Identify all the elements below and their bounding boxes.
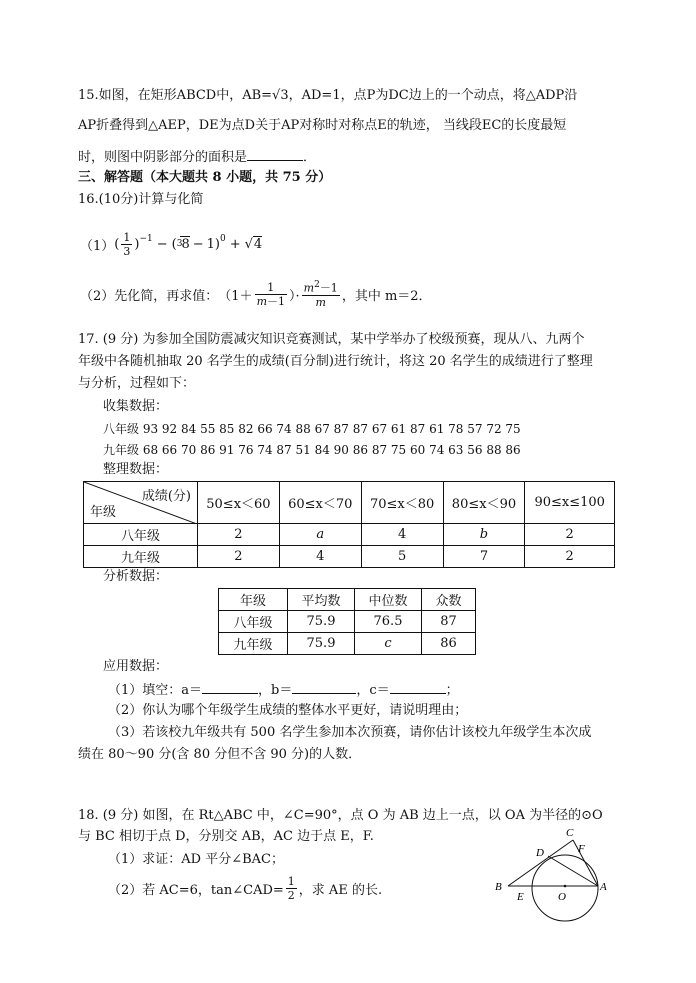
q16-part2 [80,276,432,312]
fraction-denominator: 2 [287,888,295,902]
answer-blank [247,146,303,161]
q17-sub3-line1: （3）若该校九年级共有 500 名学生参加本次预赛，请你估计该校九年级学生本次成 [108,725,592,740]
q18-sub1: （1）求证：AD 平分∠BAC； [108,852,284,867]
section-heading: 三、解答题（本大题共 8 小题，共 75 分） [78,170,332,185]
segment-ca [573,840,598,886]
table-cell: 4 [279,546,361,568]
table-cell: a [279,524,361,546]
table-row [219,611,476,633]
label-c: C [566,827,574,839]
q17-line3: 与分析，过程如下： [78,376,196,391]
table-cell: 86 [422,633,476,655]
q15-line3-end: ． [303,150,317,165]
label-b: B [495,881,502,893]
point-o [564,885,567,888]
q15-line3-text: 时，则图中阴影部分的面积是 [78,150,248,165]
table-header-cell: 60≤x＜70 [279,482,361,524]
row-label: 八年级 [84,524,198,546]
table-corner-cell [84,482,198,524]
answer-blank [202,679,258,694]
table-row [219,633,476,655]
table-cell: 八年级 [219,611,288,633]
table-cell: b [443,524,525,546]
collect-label: 收集数据： [103,399,169,414]
q15-line2: AP折叠得到△AEP，DE为点D关于AP对称时对称点E的轨迹， 当线段EC的长度最短 [78,118,567,133]
table-cell: 76.5 [355,611,422,633]
table-cell: 87 [422,611,476,633]
geometry-figure [490,826,610,922]
table-header-cell: 众数 [422,589,476,611]
q16-part2-tail: ，其中 m＝2． [341,288,432,304]
q17-sub1 [108,679,459,701]
table-cell: 5 [361,546,443,568]
corner-bottom-label: 年级 [90,505,117,520]
q18-line2: 与 BC 相切于点 D，分别交 AB，AC 边于点 E，F. [78,829,374,844]
q17-line1: 17. (9 分) 为参加全国防震减灾知识竞赛测试，某中学举办了校级预赛，现从八、九两个 [78,332,585,347]
table-cell: c [355,633,422,655]
table-header-cell: 平均数 [288,589,355,611]
table-cell: 75.9 [288,633,355,655]
table-header-cell: 90≤x≤100 [525,482,615,524]
answer-blank [390,679,446,694]
q16-part2-expression: （1＋ $\frac{1}{m-1}$ ）· $\frac{m^2-1}{m}$ [218,280,338,309]
apply-label: 应用数据： [103,659,169,674]
table-row [84,546,615,568]
q18-sub2 [108,870,382,906]
circle-o [532,855,598,921]
q18-line1: 18. (9 分) 如图，在 Rt△ABC 中，∠C=90°，点 O 为 AB 边上一点，以 OA 为半径的⊙O [78,808,603,823]
row-label: 九年级 [84,546,198,568]
label-o: O [558,891,566,903]
q16-part2-label: （2）先化简，再求值： [80,288,219,304]
statistics-table [218,588,476,655]
grade8-raw-data: 八年级 93 92 84 55 85 82 66 74 88 67 87 87 67 61 87 61 78 57 72 75 [103,422,521,436]
table-header-cell: 年级 [219,589,288,611]
label-a: A [600,881,607,893]
half-fraction [286,875,297,902]
corner-top-label: 成绩(分) [141,489,191,504]
fill-b-label: ，b＝ [258,683,293,698]
table-header-cell: 中位数 [355,589,422,611]
q16-part1-expression: ( $\frac{1}{3}$ ) $^{-1}$ − ( 3 8 − 1) $^0$ + √ 4 [114,230,263,258]
segment-ad [548,856,598,886]
table-header-cell: 70≤x＜80 [361,482,443,524]
organize-label: 整理数据： [103,462,169,477]
table-cell: 7 [443,546,525,568]
table-cell: 2 [198,546,280,568]
q17-sub3-line2: 绩在 80～90 分(含 80 分但不含 90 分)的人数． [78,747,362,762]
table-cell: 2 [525,546,615,568]
table-header-cell: 80≤x＜90 [443,482,525,524]
q15-line1: 15.如图，在矩形ABCD中，AB=√3，AD=1，点P为DC边上的一个动点，将△ADP沿 [78,88,578,103]
table-cell: 2 [525,524,615,546]
table-row [84,524,615,546]
table-cell: 九年级 [219,633,288,655]
fill-end: ； [445,683,459,698]
grade9-raw-data: 九年级 68 66 70 86 91 76 74 87 51 84 90 86 87 75 60 74 63 56 88 86 [103,443,521,457]
table-cell: 4 [361,524,443,546]
analyze-label: 分析数据： [103,569,169,584]
table-cell: 2 [198,524,280,546]
q18-sub2-tail: ，求 AE 的长. [298,882,383,898]
fraction-numerator: 1 [287,874,295,888]
q16-part1-label: （1） [80,238,115,254]
q17-sub2: （2）你认为哪个年级学生成绩的整体水平更好，请说明理由； [108,703,468,718]
fill-c-label: ，c＝ [356,683,390,698]
q17-line2: 年级中各随机抽取 20 名学生的成绩(百分制)进行统计，将这 20 名学生的成绩进行了整理 [78,354,593,369]
label-e: E [517,891,524,903]
q15-line3 [78,146,316,168]
label-d: D [536,847,544,859]
table-header-cell: 50≤x＜60 [198,482,280,524]
fill-a-label: （1）填空：a＝ [108,683,203,698]
q16-title: 16.(10分)计算与化简 [78,192,204,207]
table-cell: 75.9 [288,611,355,633]
q18-sub2-text: （2）若 AC=6，tan∠CAD= [108,882,284,898]
q16-part1 [80,224,262,264]
answer-blank [292,679,356,694]
frequency-table [83,481,615,568]
label-f: F [578,843,585,855]
